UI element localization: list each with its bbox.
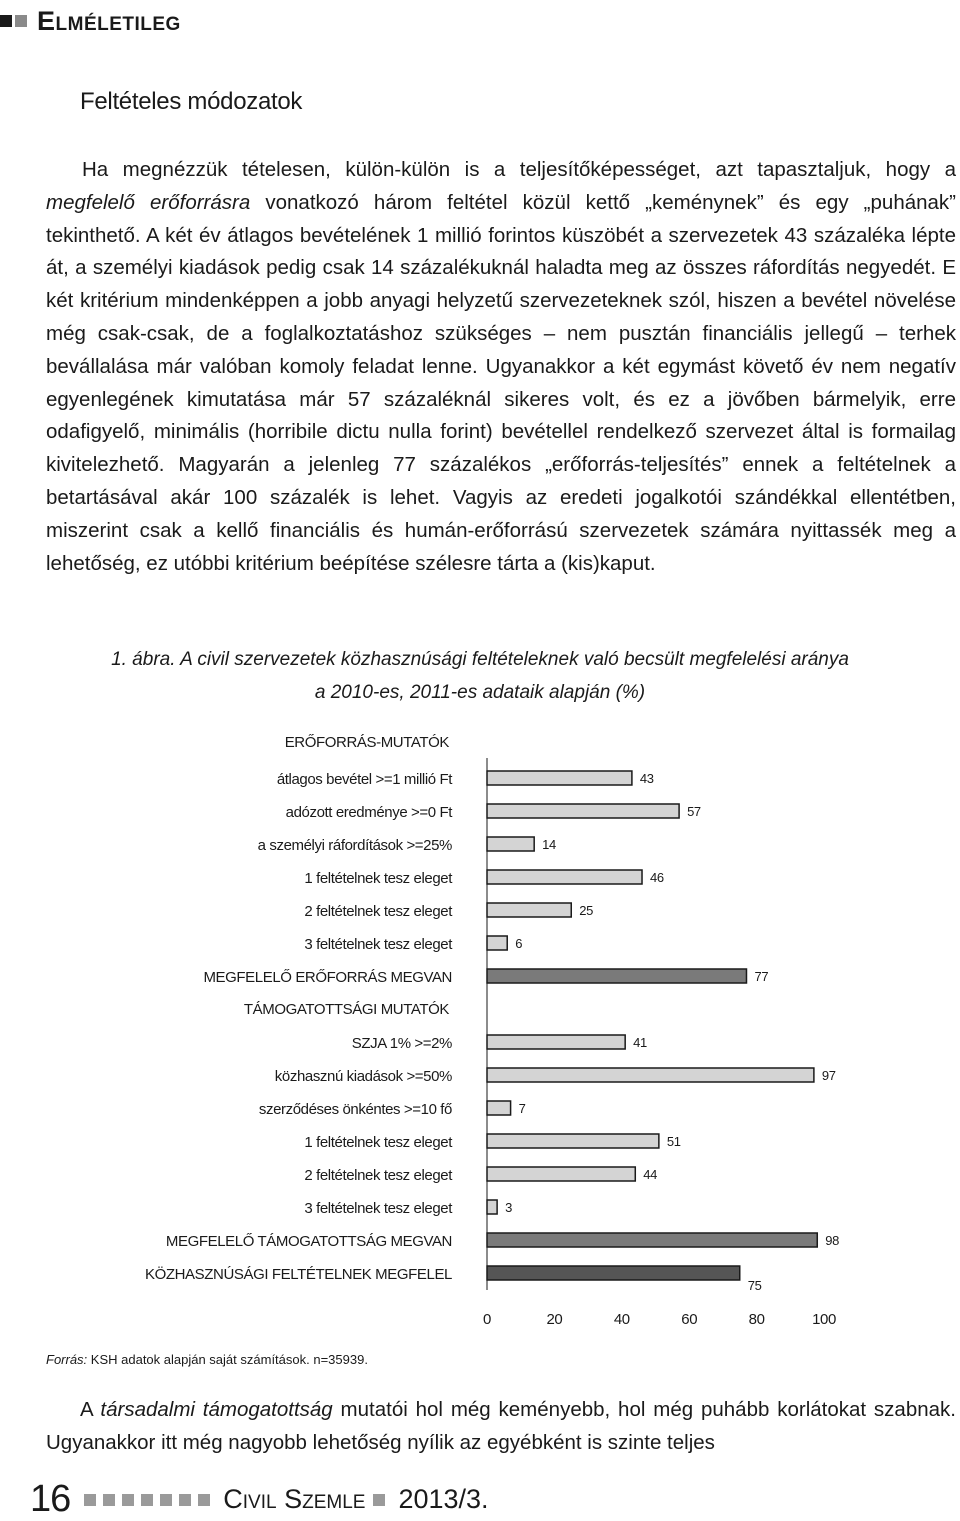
figure-caption-line-1	[0, 643, 960, 676]
data-label: 7	[518, 1101, 526, 1116]
data-label: 3	[505, 1200, 512, 1215]
category-label: adózott eredménye >=0 Ft	[285, 804, 452, 821]
source-label: Forrás:	[46, 1352, 88, 1367]
category-label: a személyi ráfordítások >=25%	[257, 837, 452, 854]
x-tick-label: 20	[546, 1311, 563, 1328]
header-square-dark-icon	[0, 15, 12, 27]
footer-square-icon	[198, 1494, 210, 1506]
section-label: ERŐFORRÁS-MUTATÓK	[284, 734, 449, 751]
bar	[487, 969, 746, 983]
paragraph1-run: megfelelő erőforrásra	[46, 190, 251, 214]
footer-square-icon	[122, 1494, 134, 1506]
bar	[487, 1134, 659, 1148]
footer-square-icon	[373, 1494, 385, 1506]
data-label: 44	[643, 1167, 657, 1182]
paragraph2-run: mutatói hol még keményebb, hol még puhább korlátokat szabnak. Ugyanakkor itt még nagyobb lehetőség nyílik az egyébként is szinte teljes	[46, 1398, 956, 1454]
page-footer	[30, 1478, 489, 1521]
figure-caption-text-2: a 2010-es, 2011-es adataik alapján (%)	[314, 682, 646, 703]
bar	[487, 804, 679, 818]
page-number: 16	[30, 1478, 71, 1520]
x-tick-label: 60	[681, 1311, 698, 1328]
source-note	[46, 1352, 368, 1367]
data-label: 57	[687, 804, 701, 819]
paragraph1-run: Ha megnézzük tételesen, külön-külön is a teljesítőképességet, azt tapasztaljuk, hogy a	[82, 158, 956, 181]
figure-number: 1. ábra.	[111, 649, 176, 670]
paragraph-2	[46, 1394, 956, 1460]
bar	[487, 1068, 814, 1082]
category-label: KÖZHASZNÚSÁGI FELTÉTELNEK MEGFELEL	[144, 1266, 452, 1283]
data-label: 77	[754, 969, 769, 984]
data-label: 75	[747, 1278, 762, 1293]
paragraph-1	[46, 154, 956, 580]
bar	[487, 1101, 511, 1115]
data-label: 97	[821, 1068, 836, 1083]
bar	[487, 837, 534, 851]
source-text: KSH adatok alapján saját számítások. n=35939.	[87, 1352, 368, 1367]
category-label: 2 feltételnek tesz eleget	[304, 1167, 452, 1184]
category-label: 3 feltételnek tesz eleget	[304, 936, 452, 953]
bar	[487, 870, 642, 884]
footer-square-icon	[160, 1494, 172, 1506]
paragraph2-run: társadalmi támogatottság	[100, 1398, 333, 1421]
journal-issue: 2013/3.	[398, 1484, 489, 1514]
section-header	[0, 4, 181, 38]
x-tick-label: 40	[613, 1311, 630, 1328]
data-label: 98	[825, 1233, 839, 1248]
figure-caption-text-1: A civil szervezetek közhasznúsági feltételeknek való becsült megfelelési aránya	[180, 649, 849, 670]
bar-chart	[0, 720, 960, 1350]
paragraph-1-text	[46, 154, 956, 580]
category-label: MEGFELELŐ ERŐFORRÁS MEGVAN	[203, 969, 452, 986]
category-label: közhasznú kiadások >=50%	[274, 1068, 452, 1085]
bar	[487, 1167, 635, 1181]
data-label: 51	[666, 1134, 681, 1149]
footer-square-icon	[179, 1494, 191, 1506]
footer-square-icon	[103, 1494, 115, 1506]
data-label: 25	[579, 903, 593, 918]
header-square-grey-icon	[15, 15, 27, 27]
category-label: 3 feltételnek tesz eleget	[304, 1200, 452, 1217]
bar	[487, 903, 571, 917]
journal-name: Civil Szemle	[223, 1484, 366, 1514]
bar	[487, 1233, 817, 1247]
category-label: átlagos bevétel >=1 millió Ft	[276, 771, 452, 788]
data-label: 6	[515, 936, 523, 951]
paragraph1-run: vonatkozó három feltétel közül kettő „keménynek” és egy „puhának” tekinthető. A két év átlagos bevételének 1 millió forintos küszöbét a szervezetek 43 százaléka lépte át, a személyi kiadások pedig csak 14 százalékuknál haladta meg az összes ráfordítás negyedét. E két kritérium mindenképpen a jobb anyagi helyzetű szervezeteknek szól, hiszen a bevétel növelése még csak-csak, de a foglalkoztatáshoz szükséges – nem pusztán financiális jellegű – terhek bevállalása már valóban komoly feladat lenne. Ugyanakkor a két egymást követő év nem negatív egyenlegének kimutatása már 57 százaléknál sikeres volt, és ez a jövőben bármelyik, erre odafigyelő, minimális (horribile dictu nulla forint) bevétellel rendelkező szervezet által is formailag kivitelezhető. Magyarán a jelenleg 77 százalékos „erőforrás-teljesítés” ennek a feltételnek a betartásával akár 100 százalék is lehet. Vagyis az eredeti jogalkotói szándékkal ellentétben, miszerint csak a kellő financiális és humán-erőforrású szervezetek számára nyittassék meg a lehetőség, ez utóbbi kritérium beépítése szélesre tárta a (kis)kaput.	[46, 190, 956, 575]
category-label: szerződéses önkéntes >=10 fő	[258, 1101, 452, 1118]
x-tick-label: 0	[483, 1311, 491, 1328]
data-label: 14	[542, 837, 556, 852]
paragraph-2-text	[46, 1394, 956, 1460]
category-label: 1 feltételnek tesz eleget	[304, 870, 452, 887]
paragraph2-run: A	[80, 1398, 101, 1421]
category-label: 2 feltételnek tesz eleget	[304, 903, 452, 920]
bar	[487, 936, 507, 950]
data-label: 46	[650, 870, 664, 885]
subheading: Feltételes módozatok	[80, 88, 303, 115]
figure-caption-line-2	[0, 676, 960, 709]
section-title: Elméletileg	[37, 5, 181, 36]
bar	[487, 1200, 497, 1214]
category-label: MEGFELELŐ TÁMOGATOTTSÁG MEGVAN	[165, 1233, 452, 1250]
bar	[487, 1266, 740, 1280]
section-label: TÁMOGATOTTSÁGI MUTATÓK	[243, 1001, 449, 1018]
footer-square-icon	[84, 1494, 96, 1506]
x-tick-label: 100	[812, 1311, 836, 1328]
footer-square-icon	[141, 1494, 153, 1506]
data-label: 41	[633, 1035, 647, 1050]
x-tick-label: 80	[748, 1311, 765, 1328]
bar	[487, 771, 632, 785]
category-label: 1 feltételnek tesz eleget	[304, 1134, 452, 1151]
bar	[487, 1035, 625, 1049]
data-label: 43	[639, 771, 654, 786]
category-label: SZJA 1% >=2%	[351, 1035, 452, 1052]
